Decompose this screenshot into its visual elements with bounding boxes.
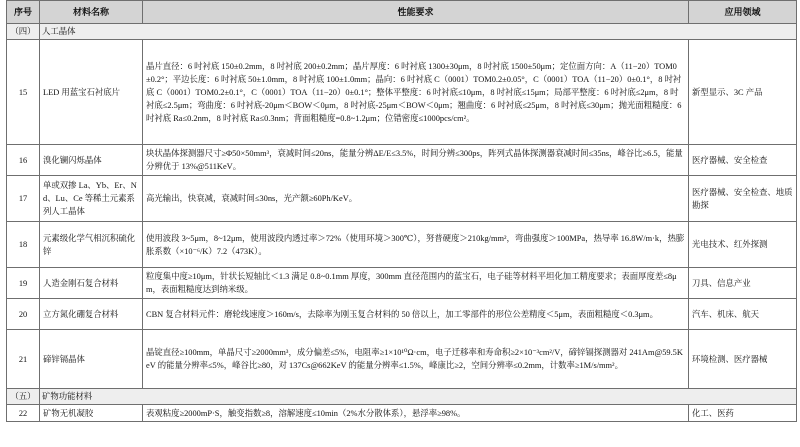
application-field: 医疗器械、安全检查、地质勘探	[689, 176, 797, 222]
row-number: 20	[7, 299, 40, 330]
table-row	[7, 268, 797, 299]
application-field: 光电技术、红外探测	[689, 222, 797, 268]
table-row	[7, 330, 797, 389]
section-row-mineral-functional-materials	[7, 389, 797, 405]
performance-requirements: 块状晶体探测器尺寸≥Φ50×50mm³，衰减时间≤20ns，能量分辨ΔE/E≤3.5%，时间分辨≤300ps，阵列式晶体探测器衰减时间≤35ns，峰谷比≥6.5，能量分辨优于 13%@511KeV。	[143, 145, 689, 176]
application-field: 汽车、机床、航天	[689, 299, 797, 330]
material-name: 碲锌镉晶体	[40, 330, 143, 389]
table-row	[7, 299, 797, 330]
header-application: 应用领域	[689, 1, 797, 24]
table-row	[7, 405, 797, 422]
row-number: 19	[7, 268, 40, 299]
table-row	[7, 40, 797, 145]
application-field: 医疗器械、安全检查	[689, 145, 797, 176]
material-name: 矿物无机凝胶	[40, 405, 143, 422]
performance-requirements: 粒度集中度≥10μm，针状长短轴比＜1.3 满足 0.8~0.1mm 厚度，300mm 直径范围内的蓝宝石，电子硅等材料平坦化加工精度要求；表面厚度差≤8μm，表面粗糙度达到纳米级。	[143, 268, 689, 299]
header-row	[7, 1, 797, 24]
performance-requirements: 晶片直径：6 吋衬底 150±0.2mm，8 吋衬底 200±0.2mm；晶片厚度：6 吋衬底 1300±30μm，8 吋衬底 1500±50μm；定位面方向：A（11−20）TOM0±0.2°；平边长度：6 吋衬底 50±1.0mm，8 吋衬底 100±1.0mm；晶向：6 吋衬底 C（0001）TOM0.2±0.05°，C（0001）TOA（11−20）0±0.1°，8 吋衬底 C（0001）TOM0.2±0.1°，C（0001）TOA（11−20）0±0.1°；整体平整度：6 吋衬底≤10μm，8 吋衬底≤15μm；局部平整度：6 吋衬底≤2μm，8 吋衬底≤2.5μm；弯曲度：6 吋衬底-20μm＜BOW＜0μm，8 吋衬底-25μm＜BOW＜0μm；翘曲度：6 吋衬底≤25μm，8 吋衬底≤30μm；抛光面粗糙度：6 吋衬底 Ra≤0.2nm，8 吋衬底 Ra≤0.3nm；背面粗糙度=0.8~1.2μm；位错密度≤1000pcs/cm²。	[143, 40, 689, 145]
header-name: 材料名称	[40, 1, 143, 24]
document-page	[6, 0, 796, 422]
table-row	[7, 222, 797, 268]
material-name: 单或双掺 La、Yb、Er、Nd、Lu、Ce 等稀土元素系列人工晶体	[40, 176, 143, 222]
material-name: 溴化镧闪烁晶体	[40, 145, 143, 176]
row-number: 22	[7, 405, 40, 422]
performance-requirements: CBN 复合材料元件：磨轮线速度＞160m/s，去除率为刚玉复合材料的 50 倍以上，加工零部件的形位公差精度＜5μm，表面粗糙度＜0.3μm。	[143, 299, 689, 330]
performance-requirements: 使用波段 3~5μm，8~12μm，使用波段内透过率＞72%（使用环境＞300℃），努普硬度＞210kg/mm²，弯曲强度＞100MPa，热导率 16.8W/m·k，热膨胀系数（×10⁻⁶/K）7.2（473K）。	[143, 222, 689, 268]
section-title: 矿物功能材料	[40, 389, 797, 405]
material-name: 元素级化学气相沉积硫化锌	[40, 222, 143, 268]
row-number: 18	[7, 222, 40, 268]
row-number: 17	[7, 176, 40, 222]
material-name: 人造金刚石复合材料	[40, 268, 143, 299]
application-field: 新型显示、3C 产品	[689, 40, 797, 145]
row-number: 16	[7, 145, 40, 176]
materials-table	[6, 0, 797, 422]
table-row	[7, 145, 797, 176]
section-row-artificial-crystals	[7, 24, 797, 40]
application-field: 化工、医药	[689, 405, 797, 422]
section-title: 人工晶体	[40, 24, 797, 40]
material-name: 立方氮化硼复合材料	[40, 299, 143, 330]
row-number: 15	[7, 40, 40, 145]
performance-requirements: 高光输出，快衰减，衰减时间≤30ns，光产额≥60Ph/KeV。	[143, 176, 689, 222]
header-requirements: 性能要求	[143, 1, 689, 24]
row-number: 21	[7, 330, 40, 389]
material-name: LED 用蓝宝石衬底片	[40, 40, 143, 145]
performance-requirements: 表观粘度≥2000mP·S，触变指数≥8，溶解速度≤10min（2%水分散体系），悬浮率≥98%。	[143, 405, 689, 422]
section-number: （五）	[7, 389, 40, 405]
application-field: 环境检测、医疗器械	[689, 330, 797, 389]
performance-requirements: 晶锭直径≥100mm，单晶尺寸≥2000mm³，成分偏差≤5%，电阻率≥1×10¹⁰Ω·cm，电子迁移率和寿命积≥2×10⁻³cm²/V，碲锌镉探测器对 241Am@59.5KeV 的能量分辨率≤5%，峰谷比≥80，对 137Cs@662KeV 的能量分辨率≤1.5%，峰康比≥2，空间分辨率≤0.2mm，计数率≥1M/s/mm²。	[143, 330, 689, 389]
table-row	[7, 176, 797, 222]
header-no: 序号	[7, 1, 40, 24]
application-field: 刀具、信息产业	[689, 268, 797, 299]
section-number: （四）	[7, 24, 40, 40]
